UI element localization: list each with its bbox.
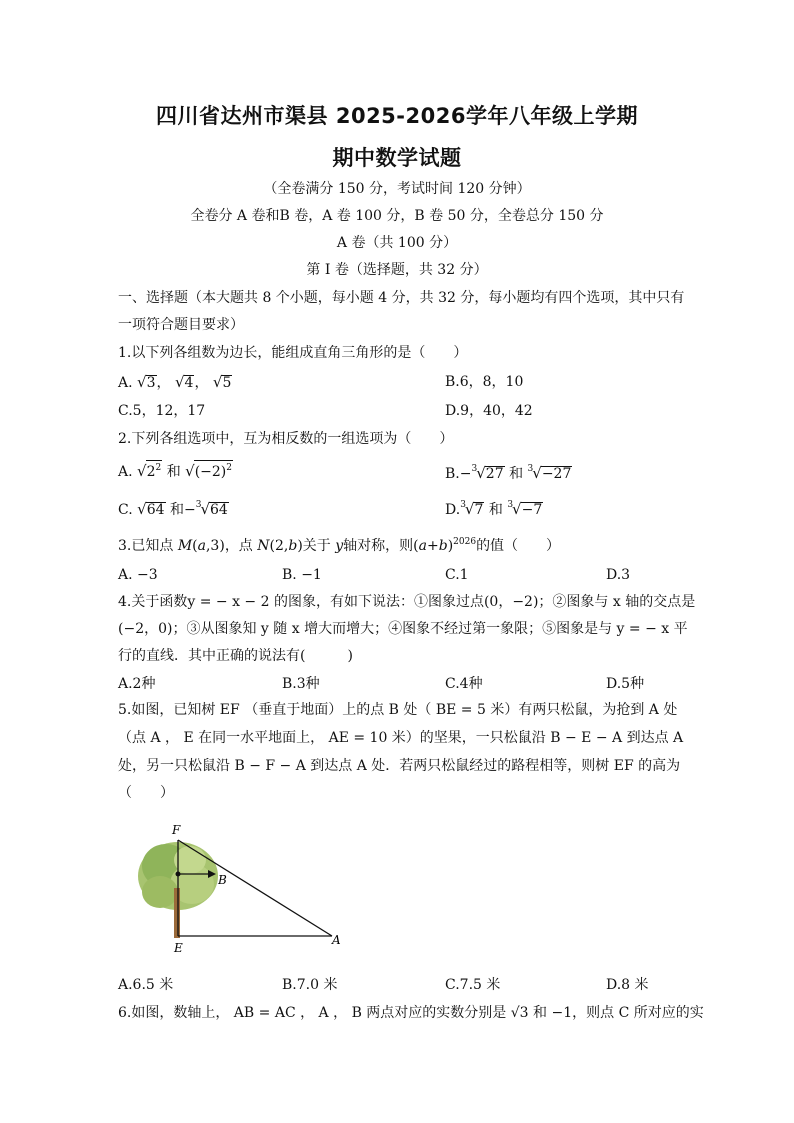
question-6-line-1: 6.如图，数轴上， AB = AC ， A ， B 两点对应的实数分别是 √3 和 −1，则点 C 所对应的实 — [118, 1005, 704, 1021]
question-5-line-2: （点 A ， E 在同一水平地面上， AE = 10 米）的坚果，一只松鼠沿 B − E − A 到达点 A — [118, 730, 684, 746]
question-5-line-1: 5.如图，已知树 EF （垂直于地面）上的点 B 处（ BE = 5 米）有两只松鼠，为抢到 A 处 — [118, 702, 678, 718]
exam-title: 四川省达州市渠县 2025-2026学年八年级上学期 — [156, 104, 638, 128]
q4-option-a: A.2种 — [118, 676, 156, 692]
question-1-stem: 1.以下列各组数为边长，能组成直角三角形的是（ ） — [118, 345, 468, 361]
question-4-line-3: 行的直线．其中正确的说法有( ) — [118, 648, 353, 664]
q5-option-c: C.7.5 米 — [445, 977, 501, 993]
question-4-line-2: (−2，0)；③从图象知 y 随 x 增大而增大；④图象不经过第一象限；⑤图象是与 y = − x 平 — [118, 621, 688, 637]
label-a: A — [332, 933, 341, 947]
q2-option-d: D.$^3$√7 和 $^3$√−7 — [445, 500, 543, 518]
label-e: E — [174, 941, 183, 955]
score-note: （全卷满分 150 分，考试时间 120 分钟） — [263, 181, 531, 197]
q1-option-c: C.5，12，17 — [118, 403, 206, 419]
q1-option-d: D.9，40，42 — [445, 403, 533, 419]
q5-option-d: D.8 米 — [606, 977, 649, 993]
q2-option-b: B.−$^3$√27 和 $^3$√−27 — [445, 464, 572, 482]
q3-option-c: C.1 — [445, 567, 469, 583]
question-5-line-4: （ ） — [118, 785, 174, 801]
tree-trunk — [174, 888, 180, 938]
question-5-line-3: 处，另一只松鼠沿 B − F − A 到达点 A 处．若两只松鼠经过的路程相等，则树 EF 的高为 — [118, 758, 681, 774]
section-instructions-cont: 一项符合题目要求） — [118, 317, 244, 333]
part1-heading: 第 I 卷（选择题，共 32 分） — [306, 262, 488, 278]
label-b: B — [218, 873, 227, 887]
paper-a-heading: A 卷（共 100 分） — [336, 235, 458, 251]
q4-option-c: C.4种 — [445, 676, 483, 692]
q1-option-a: A. √3， √4， √5 — [118, 373, 232, 391]
q1-option-b: B.6，8，10 — [445, 374, 524, 390]
q4-option-d: D.5种 — [606, 676, 645, 692]
question-2-stem: 2.下列各组选项中，互为相反数的一组选项为（ ） — [118, 431, 454, 447]
question-4-line-1: 4.关于函数y = − x − 2 的图象，有如下说法：①图象过点(0，−2)；②图象与 x 轴的交点是 — [118, 594, 696, 610]
q5-option-b: B.7.0 米 — [282, 977, 338, 993]
paper-structure: 全卷分 A 卷和B 卷，A 卷 100 分，B 卷 50 分，全卷总分 150 分 — [190, 208, 604, 224]
q3-option-a: A. −3 — [118, 567, 158, 583]
q2-option-c: C. √64 和−$^3$√64 — [118, 500, 228, 518]
question-3-stem: 3.已知点 M(a,3)，点 N(2,b)关于 y轴对称，则$(a+b)^{2026}$的值（ ） — [118, 537, 561, 554]
tree-triangle-figure — [130, 818, 350, 958]
q3-option-b: B. −1 — [282, 567, 322, 583]
label-f: F — [172, 823, 181, 837]
section-instructions: 一、选择题（本大题共 8 个小题，每小题 4 分，共 32 分，每小题均有四个选项，其中只有 — [118, 290, 685, 306]
exam-subtitle: 期中数学试题 — [332, 146, 462, 170]
q5-option-a: A.6.5 米 — [118, 977, 174, 993]
q3-option-d: D.3 — [606, 567, 631, 583]
q2-option-a: A. $√2^2$ 和 $√(-2)^2$ — [118, 462, 232, 480]
q4-option-b: B.3种 — [282, 676, 320, 692]
